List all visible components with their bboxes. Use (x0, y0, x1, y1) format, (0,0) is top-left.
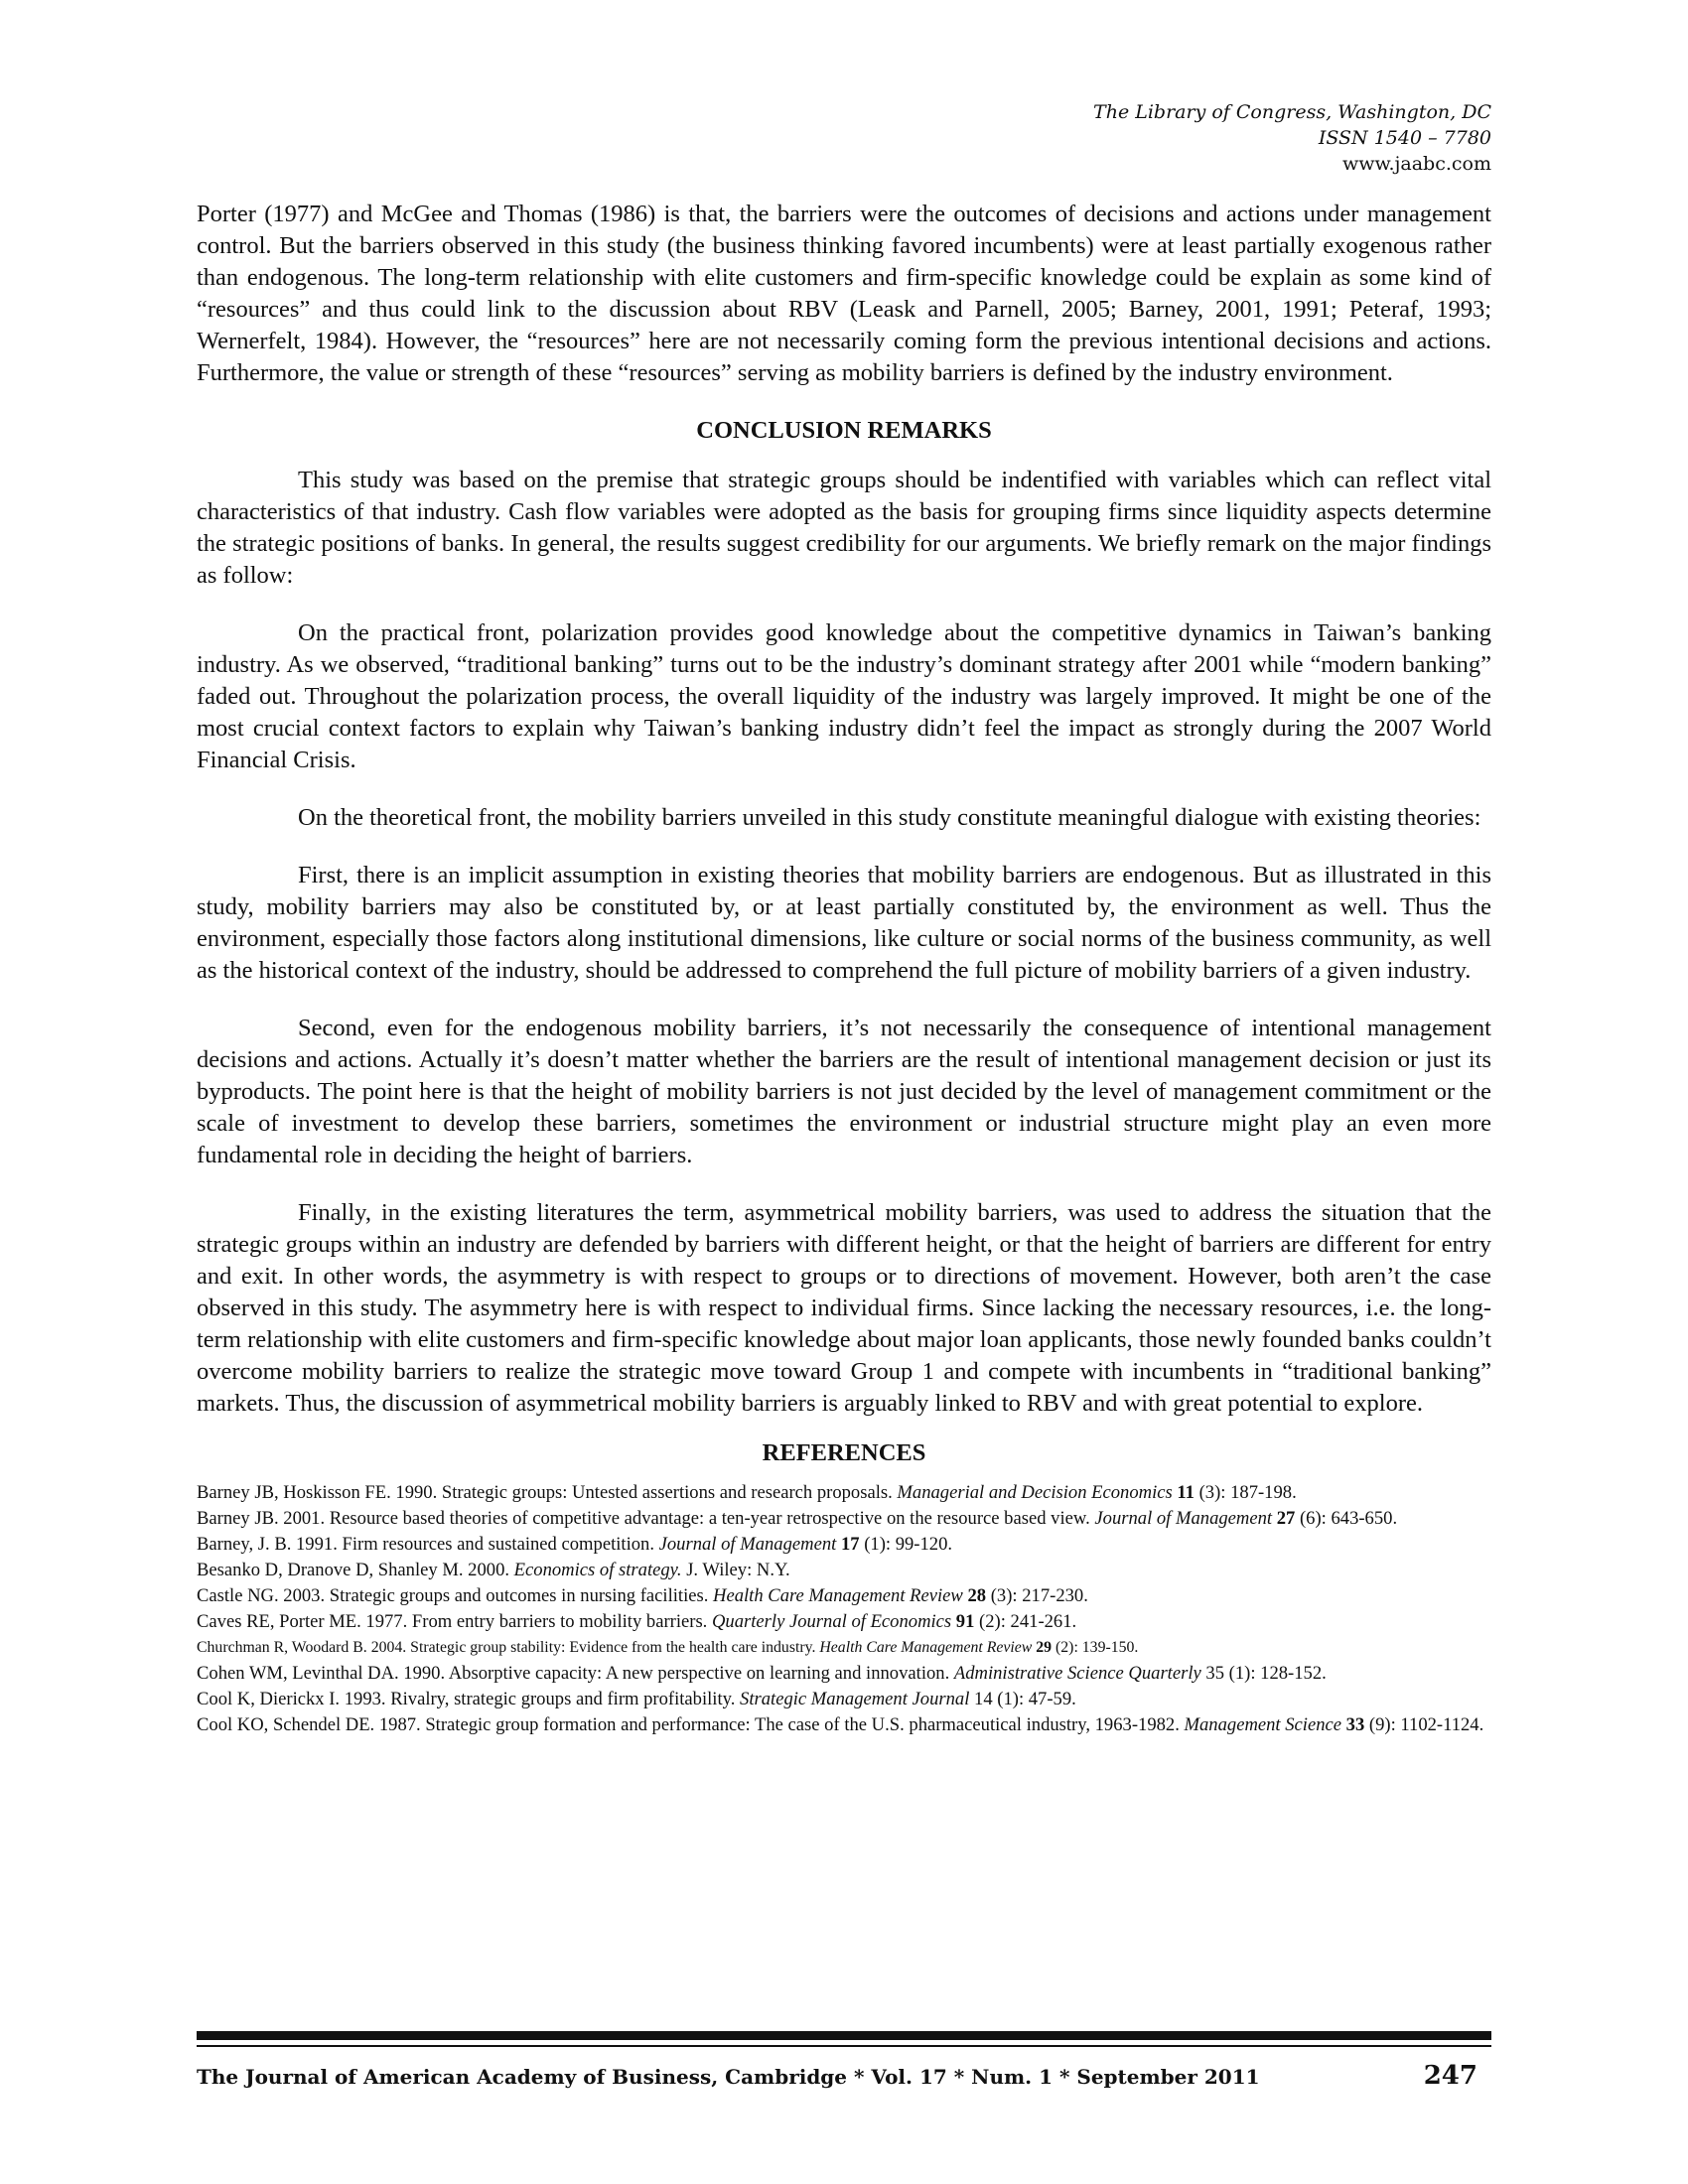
intro-paragraph: Porter (1977) and McGee and Thomas (1986) is that, the barriers were the outcomes of decisions and actions under management control. But the barriers observed in this study (the business thinking favored incumbents) were at least partially exogenous rather than endogenous. The long-term relationship with elite customers and firm-specific knowledge could be explain as some kind of “resources” and thus could link to the discussion about RBV (Leask and Parnell, 2005; Barney, 2001, 1991; Peteraf, 1993; Wernerfelt, 1984). However, the “resources” here are not necessarily coming form the previous intentional decisions and actions. Furthermore, the value or strength of these “resources” serving as mobility barriers is defined by the industry environment. (197, 201, 1491, 386)
reference-item: Barney JB, Hoskisson FE. 1990. Strategic groups: Untested assertions and research proposals. Managerial and Decision Economics 11 (3): 187-198. (197, 1482, 1297, 1503)
running-footer (197, 2061, 1491, 2091)
website-link[interactable]: www.jaabc.com (1341, 153, 1491, 175)
references-heading: REFERENCES (762, 1439, 926, 1466)
main-text (197, 199, 1491, 1739)
issn-line: ISSN 1540 – 7780 (1318, 127, 1491, 149)
reference-item: Caves RE, Porter ME. 1977. From entry barriers to mobility barriers. Quarterly Journal of Economics 91 (2): 241-261. (197, 1611, 1077, 1632)
reference-list (197, 1481, 1491, 1736)
reference-item: Besanko D, Dranove D, Shanley M. 2000. Economics of strategy. J. Wiley: N.Y. (197, 1560, 790, 1580)
footer-rule-thin (197, 2045, 1491, 2047)
running-header (1093, 99, 1491, 177)
reference-item: Cohen WM, Levinthal DA. 1990. Absorptive capacity: A new perspective on learning and innovation. Administrative Science Quarterly 35 (1): 128-152. (197, 1663, 1327, 1684)
conclusion-paragraph-6: Finally, in the existing literatures the term, asymmetrical mobility barriers, was used to address the situation that the strategic groups within an industry are defended by barriers with different height, or that the height of barriers are different for entry and exit. In other words, the asymmetry is with respect to groups or to directions of movement. However, both aren’t the case observed in this study. The asymmetry here is with respect to individual firms. Since lacking the necessary resources, i.e. the long-term relationship with elite customers and firm-specific knowledge about major loan applicants, those newly founded banks couldn’t overcome mobility barriers to realize the strategic move toward Group 1 and compete with incumbents in “traditional banking” markets. Thus, the discussion of asymmetrical mobility barriers is arguably linked to RBV and with great potential to explore. (197, 1199, 1491, 1417)
reference-item: Barney, J. B. 1991. Firm resources and sustained competition. Journal of Management 17 (1): 99-120. (197, 1534, 953, 1555)
conclusion-heading: CONCLUSION REMARKS (696, 417, 992, 444)
conclusion-paragraph-2: On the practical front, polarization provides good knowledge about the competitive dynamics in Taiwan’s banking industry. As we observed, “traditional banking” turns out to be the industry’s dominant strategy after 2001 while “modern banking” faded out. Throughout the polarization process, the overall liquidity of the industry was largely improved. It might be one of the most crucial context factors to explain why Taiwan’s banking industry didn’t feel the impact as strongly during the 2007 World Financial Crisis. (197, 619, 1491, 773)
conclusion-paragraph-5: Second, even for the endogenous mobility barriers, it’s not necessarily the consequence of intentional management decisions and actions. Actually it’s doesn’t matter whether the barriers are the result of intentional management decision or just its byproducts. The point here is that the height of mobility barriers is not just decided by the level of management commitment or the scale of investment to develop these barriers, sometimes the environment or industrial structure might play an even more fundamental role in deciding the height of barriers. (197, 1015, 1491, 1168)
conclusion-paragraph-1: This study was based on the premise that strategic groups should be indentified with variables which can reflect vital characteristics of that industry. Cash flow variables were adopted as the basis for grouping firms since liquidity aspects determine the strategic positions of banks. In general, the results suggest credibility for our arguments. We briefly remark on the major findings as follow: (197, 467, 1491, 589)
reference-item: Castle NG. 2003. Strategic groups and outcomes in nursing facilities. Health Care Management Review 28 (3): 217-230. (197, 1585, 1088, 1606)
reference-item: Barney JB. 2001. Resource based theories of competitive advantage: a ten-year retrospective on the resource based view. Journal of Management 27 (6): 643-650. (197, 1508, 1398, 1529)
conclusion-paragraph-3: On the theoretical front, the mobility barriers unveiled in this study constitute meaningful dialogue with existing theories: (298, 804, 1481, 831)
conclusion-paragraph-4: First, there is an implicit assumption in existing theories that mobility barriers are endogenous. But as illustrated in this study, mobility barriers may also be constituted by, or at least partially constituted by, the environment as well. Thus the environment, especially those factors along institutional dimensions, like culture or social norms of the business community, as well as the historical context of the industry, should be addressed to comprehend the full picture of mobility barriers of a given industry. (197, 862, 1491, 984)
publisher-line: The Library of Congress, Washington, DC (1093, 101, 1491, 123)
footer-rule-thick (197, 2031, 1491, 2040)
reference-item: Cool KO, Schendel DE. 1987. Strategic group formation and performance: The case of the U.S. pharmaceutical industry, 1963-1982. Management Science 33 (9): 1102-1124. (197, 1714, 1484, 1735)
reference-item: Cool K, Dierickx I. 1993. Rivalry, strategic groups and firm profitability. Strategic Management Journal 14 (1): 47-59. (197, 1689, 1076, 1709)
journal-info: The Journal of American Academy of Business, Cambridge * Vol. 17 * Num. 1 * September 2011 (197, 2065, 1260, 2089)
reference-item: Churchman R, Woodard B. 2004. Strategic group stability: Evidence from the health care industry. Health Care Management Review 29 (2): 139-150. (197, 1639, 1139, 1656)
page-number: 247 (1423, 2061, 1477, 2091)
